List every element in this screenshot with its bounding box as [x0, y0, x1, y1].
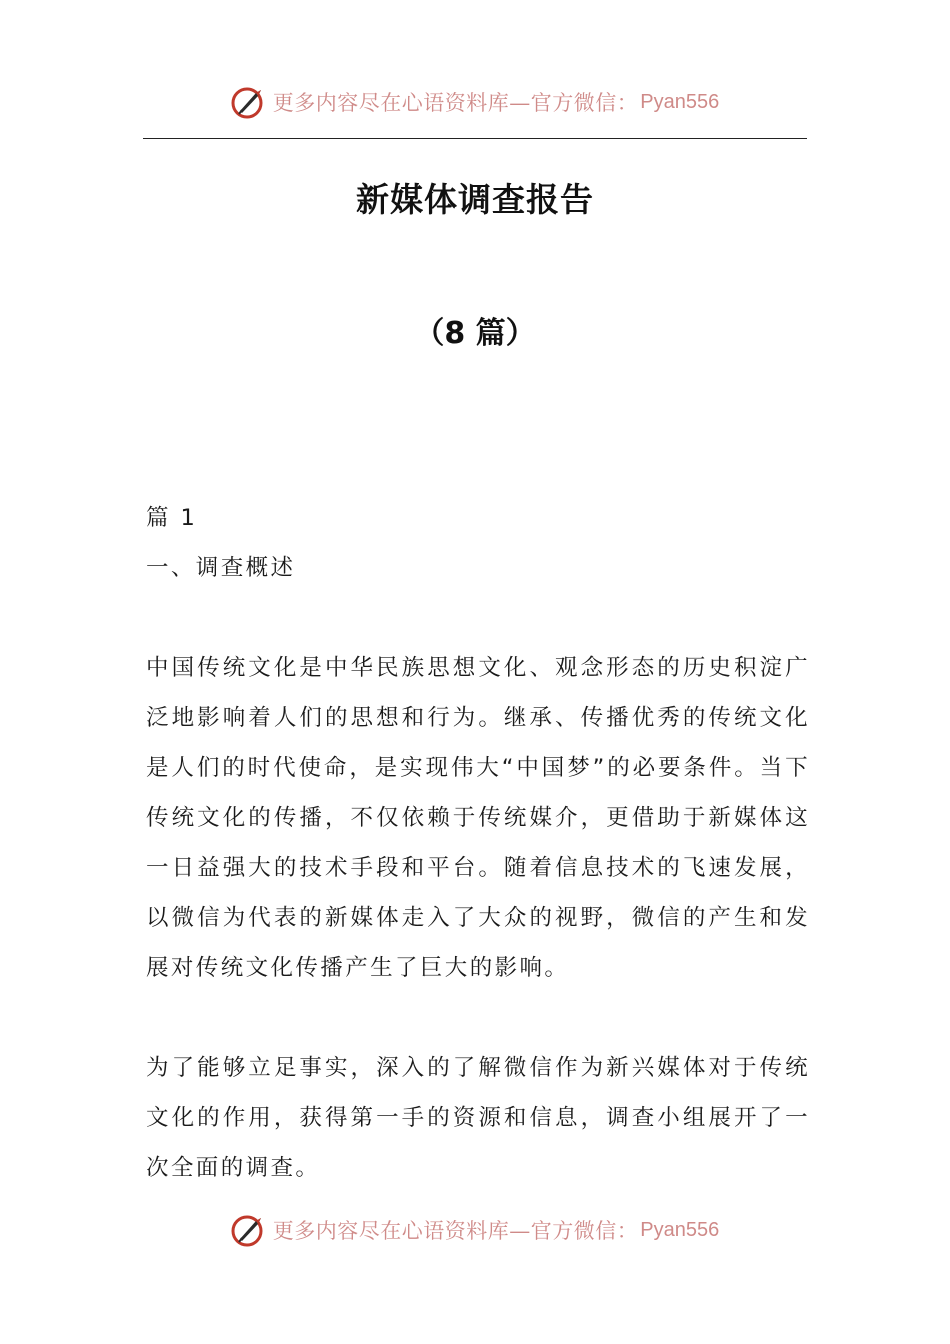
document-title: 新媒体调查报告: [356, 180, 594, 219]
paragraph: 为了能够立足事实，深入的了解微信作为新兴媒体对于传统文化的作用，获得第一手的资源和信息，调查小组展开了一次全面的调查。: [146, 1055, 810, 1181]
header-watermark: [0, 82, 950, 122]
paragraph: 中国传统文化是中华民族思想文化、观念形态的历史积淀广泛地影响着人们的思想和行为。继承、传播优秀的传统文化是人们的时代使命，是实现伟大“中国梦”的必要条件。当下传统文化的传播，不仅依赖于传统媒介，更借助于新媒体这一日益强大的技术手段和平台。随着信息技术的飞速发展，以微信为代表的新媒体走入了大众的视野，微信的产生和发展对传统文化传播产生了巨大的影响。: [146, 655, 810, 981]
footer-watermark: [0, 1210, 950, 1250]
pen-nib-logo-icon: [231, 1212, 267, 1248]
watermark-text: 更多内容尽在心语资料库—官方微信：: [272, 91, 639, 115]
section-label: 篇 1: [146, 505, 198, 531]
watermark-handle: Pyan556: [640, 90, 720, 113]
section-heading: 一、调查概述: [146, 555, 296, 581]
document-subtitle: （8 篇）: [414, 316, 536, 351]
header-divider: [143, 138, 807, 139]
watermark-handle: Pyan556: [640, 1218, 720, 1241]
watermark-text: 更多内容尽在心语资料库—官方微信：: [272, 1219, 639, 1243]
pen-nib-logo-icon: [231, 84, 267, 120]
